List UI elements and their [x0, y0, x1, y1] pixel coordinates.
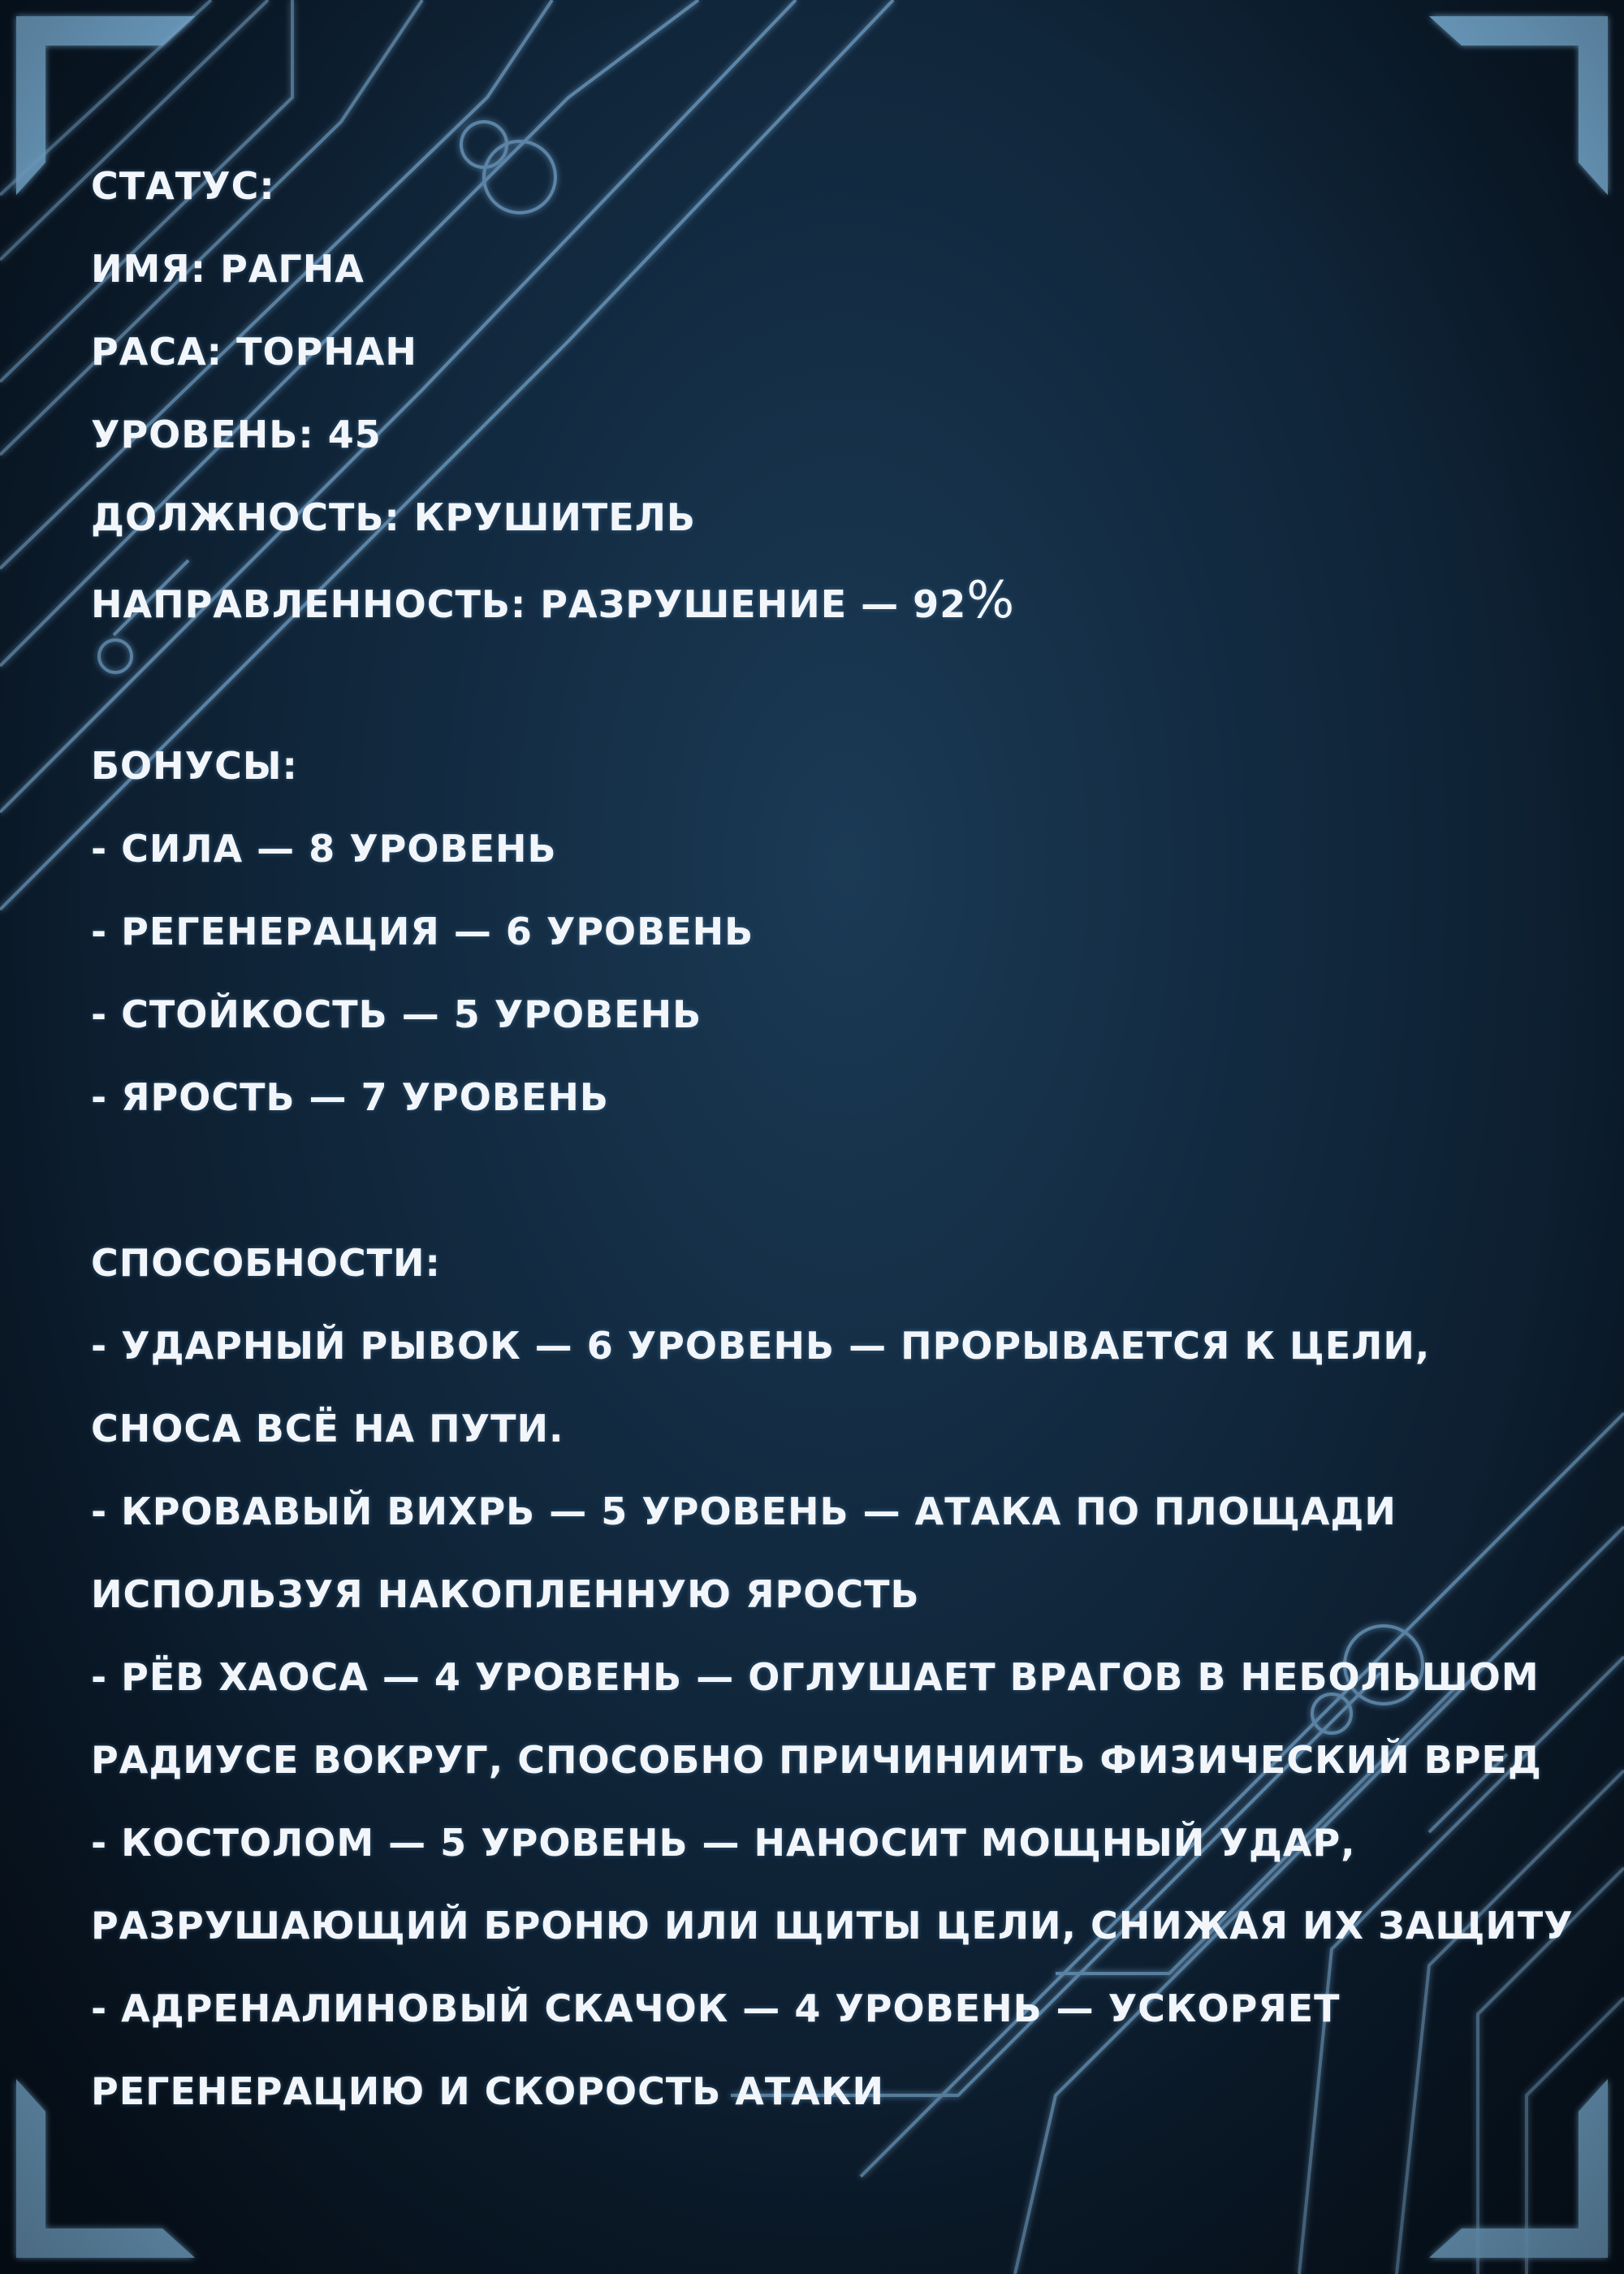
ability-line: - УДАРНЫЙ РЫВОК — 6 УРОВЕНЬ — ПРОРЫВАЕТСЯ К ЦЕЛИ,	[91, 1324, 1431, 1368]
bonus-item: - СИЛА — 8 УРОВЕНЬ	[91, 827, 557, 871]
spacer	[91, 642, 1569, 724]
ability-line: - РЁВ ХАОСА — 4 УРОВЕНЬ — ОГЛУШАЕТ ВРАГОВ В НЕБОЛЬШОМ	[91, 1655, 1540, 1699]
character-sheet	[91, 145, 1574, 2133]
ability-line: РАДИУСЕ ВОКРУГ, СПОСОБНО ПРИЧИНИИТЬ ФИЗИЧЕСКИЙ ВРЕД	[91, 1738, 1542, 1782]
bonus-item: - СТОЙКОСТЬ — 5 УРОВЕНЬ	[91, 992, 702, 1036]
alignment-line	[91, 559, 1569, 642]
level-line: УРОВЕНЬ: 45	[91, 413, 382, 456]
bonus-item: - РЕГЕНЕРАЦИЯ — 6 УРОВЕНЬ	[91, 910, 754, 953]
status-title: СТАТУС:	[91, 164, 275, 208]
alignment-text: НАПРАВЛЕННОСТЬ: РАЗРУШЕНИЕ — 92	[91, 582, 967, 626]
ability-line: РЕГЕНЕРАЦИЮ И СКОРОСТЬ АТАКИ	[91, 2069, 884, 2113]
ability-line: РАЗРУШАЮЩИЙ БРОНЮ ИЛИ ЩИТЫ ЦЕЛИ, СНИЖАЯ ИХ ЗАЩИТУ	[91, 1904, 1574, 1948]
race-line: РАСА: ТОРНАН	[91, 330, 417, 374]
ability-line: - КРОВАВЫЙ ВИХРЬ — 5 УРОВЕНЬ — АТАКА ПО ПЛОЩАДИ	[91, 1489, 1397, 1533]
bonuses-title: БОНУСЫ:	[91, 744, 298, 788]
position-line: ДОЛЖНОСТЬ: КРУШИТЕЛЬ	[91, 495, 696, 539]
ability-line: СНОСА ВСЁ НА ПУТИ.	[91, 1407, 564, 1450]
abilities-title: СПОСОБНОСТИ:	[91, 1241, 441, 1285]
spacer	[91, 1139, 1569, 1221]
ability-line: - КОСТОЛОМ — 5 УРОВЕНЬ — НАНОСИТ МОЩНЫЙ УДАР,	[91, 1821, 1356, 1865]
bonus-item: - ЯРОСТЬ — 7 УРОВЕНЬ	[91, 1075, 609, 1119]
ability-line: ИСПОЛЬЗУЯ НАКОПЛЕННУЮ ЯРОСТЬ	[91, 1572, 920, 1616]
alignment-percent-sign: %	[966, 570, 1016, 629]
ability-line: - АДРЕНАЛИНОВЫЙ СКАЧОК — 4 УРОВЕНЬ — УСКОРЯЕТ	[91, 1987, 1341, 2030]
name-line: ИМЯ: РАГНА	[91, 247, 365, 291]
